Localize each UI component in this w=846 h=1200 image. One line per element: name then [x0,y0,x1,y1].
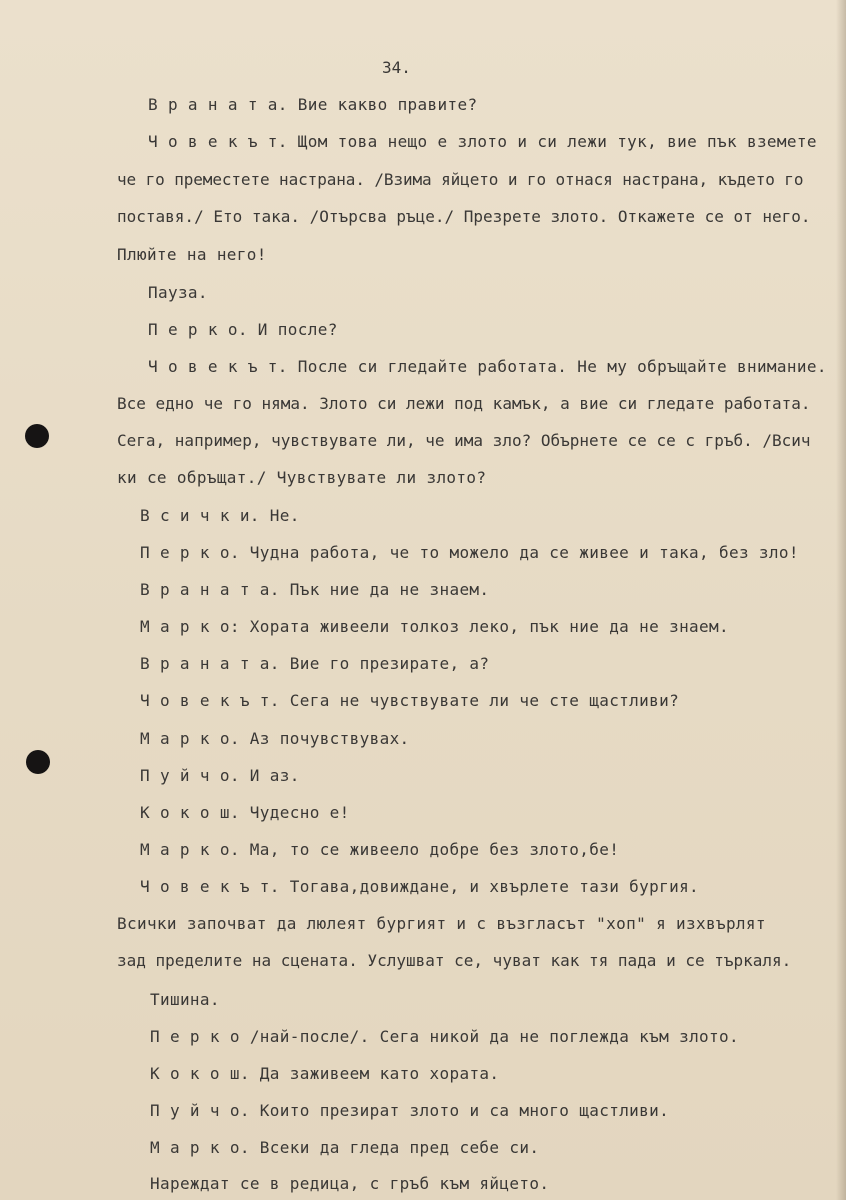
text-line: Плюйте на него! [117,245,267,264]
text-line: Нареждат се в редица, с гръб към яйцето. [150,1174,550,1193]
text-line: Ч о в е к ъ т. Сега не чувствувате ли че сте щастливи? [140,691,680,710]
punch-hole-bottom [26,750,50,774]
text-line: Тишина. [150,990,220,1009]
text-line: П у й ч о. И аз. [140,766,300,785]
text-line: Ч о в е к ъ т. Тогава,довиждане, и хвърлете тази бургия. [140,877,700,896]
text-line: К о к о ш. Да заживеем като хората. [150,1064,500,1083]
punch-hole-top [25,424,49,448]
text-line: поставя./ Ето така. /Отърсва ръце./ Презрете злото. Откажете се от него. [117,207,811,226]
text-line: Сега, например, чувствувате ли, че има зло? Обърнете се се с гръб. /Всич [117,431,811,450]
text-line: Ч о в е к ъ т. Щом това нещо е злото и си лежи тук, вие пък вземете [148,132,817,151]
text-line: К о к о ш. Чудесно е! [140,803,350,822]
text-line: П е р к о. Чудна работа, че то можело да се живее и така, без зло! [140,543,799,562]
text-line: зад пределите на сцената. Услушват се, чуват как тя пада и се търкаля. [117,951,792,970]
text-line: В р а н а т а. Пък ние да не знаем. [140,580,490,599]
text-line: М а р к о. Аз почувствувах. [140,729,410,748]
page-edge-shadow [836,0,846,1200]
text-line: В р а н а т а. Вие го презирате, а? [140,654,490,673]
text-line: М а р к о: Хората живеели толкоз леко, пък ние да не знаем. [140,617,729,636]
text-line: Ч о в е к ъ т. После си гледайте работата. Не му обръщайте внимание. [148,357,827,376]
text-line: ки се обръщат./ Чувствувате ли злото? [117,468,487,487]
text-line: В р а н а т а. Вие какво правите? [148,95,478,114]
text-line: М а р к о. Ма, то се живеело добре без злото,бе! [140,840,620,859]
page-number: 34. [382,58,411,77]
text-line: П у й ч о. Които презират злото и са много щастливи. [150,1101,670,1120]
text-line: че го преместете настрана. /Взима яйцето и го отнася настрана, където го [117,170,804,189]
text-line: П е р к о /най-после/. Сега никой да не поглежда към злото. [150,1027,739,1046]
text-line: Пауза. [148,283,208,302]
text-line: П е р к о. И после? [148,320,338,339]
text-line: М а р к о. Всеки да гледа пред себе си. [150,1138,540,1157]
text-line: В с и ч к и. Не. [140,506,300,525]
text-line: Все едно че го няма. Злото си лежи под камък, а вие си гледате работата. [117,394,811,413]
text-line: Всички започват да люлеят бургият и с възгласът "хоп" я изхвърлят [117,914,766,933]
